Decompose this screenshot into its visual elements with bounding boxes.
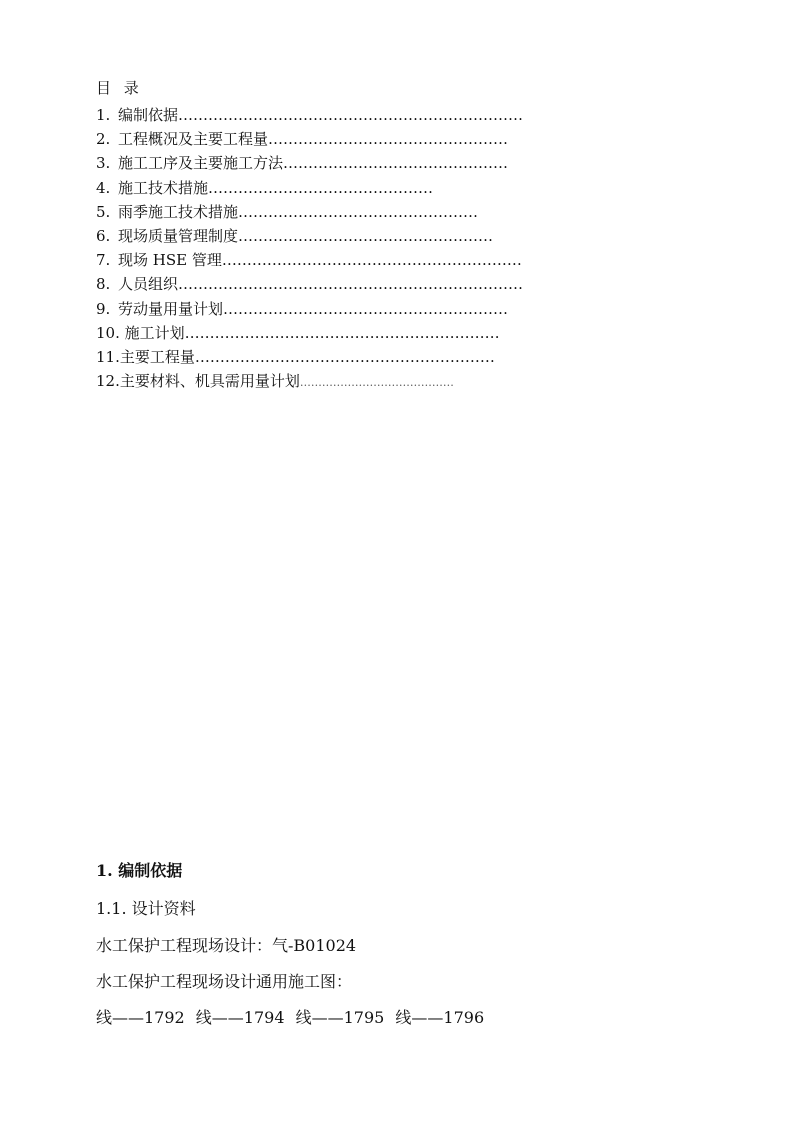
toc-item-label: 工程概况及主要工程量 — [118, 130, 269, 149]
toc-item-number: 12. — [96, 372, 120, 391]
toc-item-leader: …………………………………………………………… — [178, 275, 524, 294]
toc-item[interactable] — [96, 200, 636, 224]
subsection-heading: 1.1. 设计资料 — [96, 899, 196, 918]
toc-item-number: 3. — [96, 154, 111, 173]
toc-item-number: 9. — [96, 299, 111, 318]
toc-item-label: 劳动量用量计划 — [118, 299, 224, 318]
toc-item-leader: ………………………………………… — [238, 202, 479, 221]
toc-item-leader: …………………………………………………… — [194, 347, 495, 366]
toc-title: 目 录 — [96, 79, 143, 97]
toc-item-label: 人员组织 — [118, 275, 179, 294]
toc-item-label: 施工计划 — [119, 323, 185, 342]
toc-item-number: 8. — [96, 275, 111, 294]
toc-item-leader: ……………………………………… — [208, 178, 434, 197]
toc-item-label: 主要材料、机具需用量计划 — [119, 372, 300, 391]
toc-item-leader: …………………………………………………………… — [178, 106, 524, 124]
toc-item[interactable] — [96, 176, 636, 200]
toc-item-label: 雨季施工技术措施 — [118, 202, 239, 221]
toc-item-number: 7. — [96, 251, 111, 270]
toc-item[interactable] — [96, 127, 636, 151]
toc-item[interactable] — [96, 151, 636, 175]
toc-item-number: 5. — [96, 202, 111, 221]
toc-item-leader: …………………………………………………… — [221, 251, 522, 270]
toc-item[interactable] — [96, 224, 636, 248]
toc-item-label: 施工技术措施 — [118, 178, 209, 197]
toc-item-number: 1. — [96, 106, 111, 124]
toc-item-leader: ………………………………………… — [268, 130, 509, 149]
toc-item-number: 11. — [96, 347, 120, 366]
toc-item[interactable] — [96, 248, 636, 272]
toc-item[interactable] — [96, 321, 636, 345]
drawing-numbers: 线——1792 线——1794 线——1795 线——1796 — [96, 1008, 485, 1027]
drawings-reference: 水工保护工程现场设计通用施工图： — [96, 972, 353, 991]
toc-item[interactable] — [96, 272, 636, 296]
toc-item-leader: …………………………………… — [299, 376, 454, 390]
toc-item-label: 现场 HSE 管理 — [118, 251, 222, 270]
toc-item-label: 编制依据 — [118, 106, 179, 124]
toc-item-leader: ……………………………………………………… — [184, 323, 500, 342]
toc-item-leader: ……………………………………… — [283, 154, 509, 173]
toc-item-leader: ………………………………………………… — [223, 299, 509, 318]
toc-item[interactable] — [96, 103, 636, 127]
toc-item-number: 2. — [96, 130, 111, 149]
toc-item-number: 6. — [96, 226, 111, 245]
toc-item-label: 现场质量管理制度 — [118, 226, 239, 245]
toc-item[interactable] — [96, 297, 636, 321]
toc-item[interactable] — [96, 345, 636, 369]
toc-item[interactable] — [96, 369, 636, 393]
toc-item-number: 10. — [96, 323, 120, 342]
toc-item-leader: …………………………………………… — [238, 226, 494, 245]
table-of-contents — [96, 103, 636, 393]
section-heading: 1. 编制依据 — [96, 861, 183, 880]
toc-item-number: 4. — [96, 178, 111, 197]
toc-item-label: 施工工序及主要施工方法 — [118, 154, 284, 173]
design-reference: 水工保护工程现场设计：气-B01024 — [96, 936, 357, 955]
toc-item-label: 主要工程量 — [119, 347, 195, 366]
